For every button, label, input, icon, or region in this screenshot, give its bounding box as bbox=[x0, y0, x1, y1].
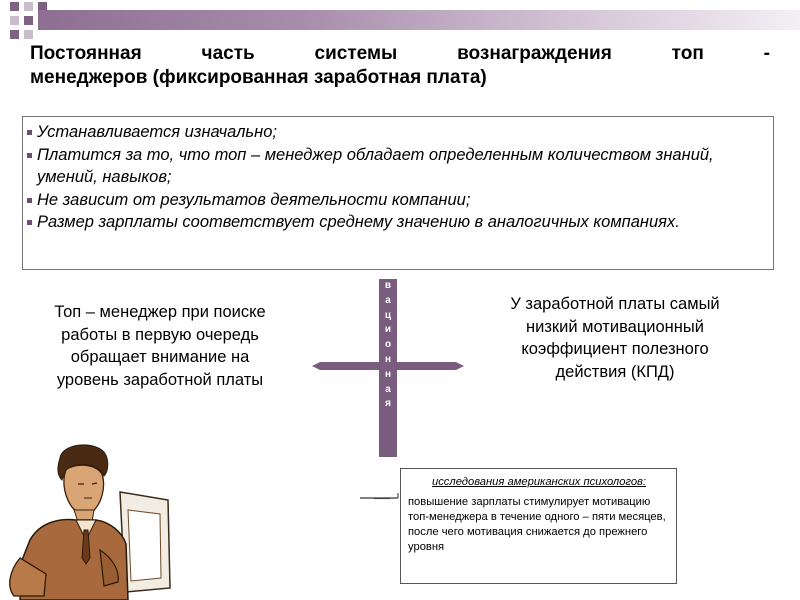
left-statement: Топ – менеджер при поиске работы в первую очередь обращает внимание на уровень заработной платы bbox=[54, 303, 266, 389]
cross-letter: а bbox=[385, 294, 391, 306]
businessman-clipart-icon bbox=[0, 440, 175, 600]
slide-title-line-1: Постоянная часть системы вознаграждения топ - bbox=[30, 43, 770, 64]
bullet-item: Не зависит от результатов деятельности компании; bbox=[27, 189, 765, 212]
cross-letter: о bbox=[384, 339, 392, 351]
decor-square bbox=[24, 16, 33, 25]
cross-letter: н bbox=[384, 353, 392, 365]
decor-square bbox=[10, 16, 19, 25]
cross-letter: я bbox=[385, 398, 391, 410]
decor-square bbox=[10, 30, 19, 39]
slide-title bbox=[30, 42, 770, 90]
bullet-list-box bbox=[22, 116, 774, 270]
bullet-item: Устанавливается изначально; bbox=[27, 121, 765, 144]
decor-square bbox=[10, 2, 19, 11]
decor-square bbox=[24, 30, 33, 39]
cross-letter: и bbox=[384, 324, 392, 336]
cross-letter: в bbox=[384, 280, 392, 291]
cross-vertical-bar bbox=[379, 279, 397, 457]
cross-letter: а bbox=[385, 383, 391, 395]
right-statement: У заработной платы самый низкий мотивационный коэффициент полезного действия (КПД) bbox=[510, 295, 720, 381]
bullet-item: Платится за то, что топ – менеджер обладает определенным количеством знаний, умений, навыков; bbox=[27, 144, 765, 189]
research-note-box bbox=[400, 468, 677, 584]
slide-title-line-2: менеджеров (фиксированная заработная плата) bbox=[30, 67, 487, 88]
bullet-item: Размер зарплаты соответствует среднему значению в аналогичных компаниях. bbox=[27, 211, 765, 234]
cross-letter: н bbox=[384, 368, 392, 380]
decor-square bbox=[24, 2, 33, 11]
research-note-title: исследования американских психологов: bbox=[431, 476, 647, 488]
arrow-icon bbox=[360, 491, 404, 501]
cross-letter: ц bbox=[384, 309, 392, 321]
header-gradient-bar bbox=[38, 10, 800, 30]
research-note-body: повышение зарплаты стимулирует мотивацию топ-менеджера в течение одного – пяти месяцев, после чего мотивация снижается до прежнего уровня bbox=[408, 496, 666, 553]
